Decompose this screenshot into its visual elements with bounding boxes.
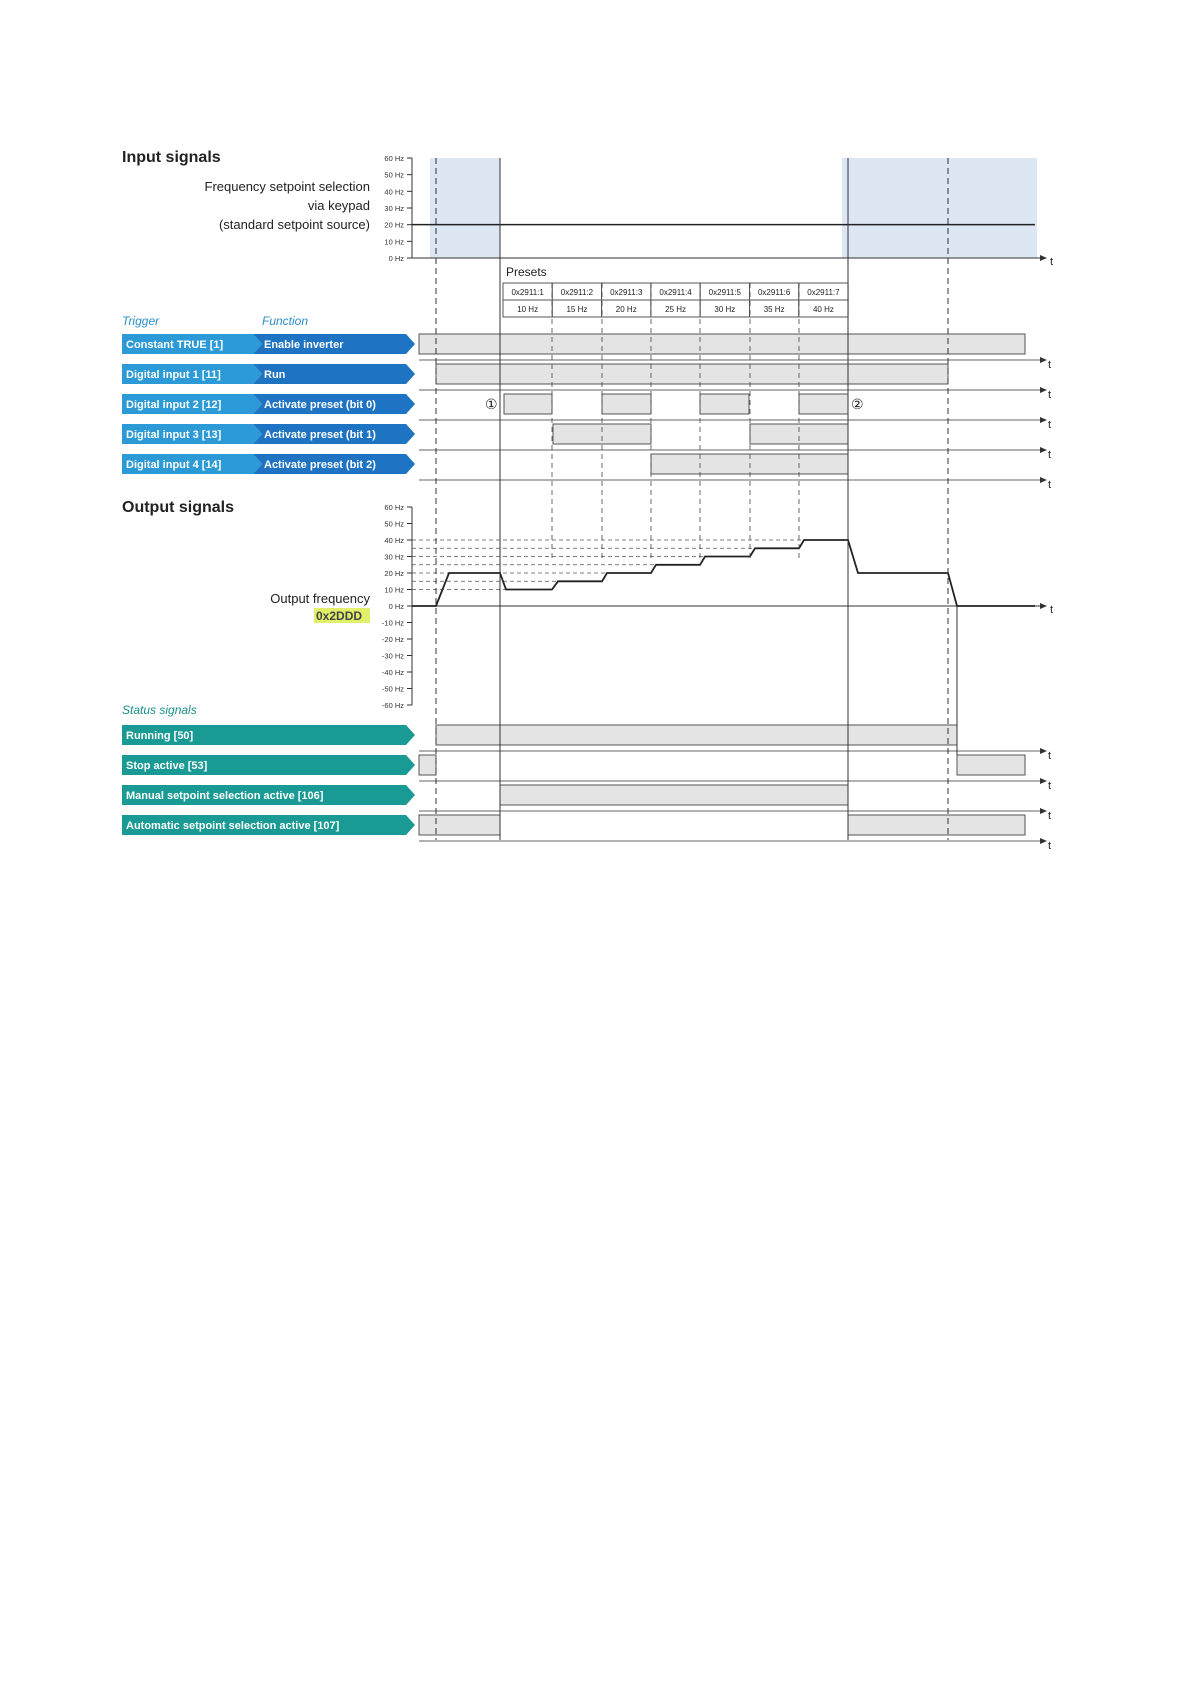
freq-tick-label: 0 Hz [388, 254, 404, 263]
freq-tick-label: 60 Hz [384, 154, 404, 163]
automatic-setpoint-signal-1 [419, 815, 500, 835]
preset-param: 0x2911:1 [511, 288, 544, 297]
enable-inverter-signal [419, 334, 1025, 354]
trigger-rows [122, 334, 415, 474]
preset-value: 10 Hz [517, 305, 539, 314]
arrow-icon [1040, 778, 1047, 784]
stop-active-signal-2 [957, 755, 1025, 775]
function-label: Activate preset (bit 0) [264, 399, 376, 411]
time-label: t [1048, 780, 1052, 792]
marker-1: ① [485, 396, 498, 412]
input-signals-title: Input signals [122, 149, 221, 166]
input-label-line2: via keypad [307, 198, 370, 213]
time-label: t [1048, 840, 1052, 852]
out-tick-label: -60 Hz [381, 701, 404, 710]
running-signal [436, 725, 957, 745]
status-label: Manual setpoint selection active [106] [126, 790, 324, 802]
out-tick-label: 20 Hz [384, 569, 404, 578]
preset-param: 0x2911:5 [708, 288, 742, 297]
preset-value: 30 Hz [714, 305, 736, 314]
freq-tick-label: 30 Hz [384, 204, 404, 213]
trigger-signals [419, 334, 1025, 474]
shade-start [430, 158, 500, 258]
time-label: t [1050, 256, 1054, 268]
function-label: Activate preset (bit 2) [264, 459, 376, 471]
out-tick-label: -10 Hz [381, 618, 404, 628]
presets-label: Presets [506, 265, 547, 279]
out-tick-label: 50 Hz [384, 519, 404, 529]
freq-tick-label: 40 Hz [384, 187, 404, 197]
status-heading: Status signals [122, 703, 197, 717]
out-tick-label: -50 Hz [381, 684, 404, 694]
out-tick-label: 10 Hz [384, 585, 404, 595]
preset-bit0-signal-4 [799, 394, 848, 414]
automatic-setpoint-signal-2 [848, 815, 1025, 835]
output-frequency-label: Output frequency [270, 591, 370, 606]
output-frequency-axis [382, 503, 1053, 710]
output-signals-title: Output signals [122, 499, 234, 516]
freq-tick-label: 50 Hz [384, 170, 404, 180]
time-label: t [1050, 604, 1054, 616]
trigger-label: Digital input 1 [11] [126, 369, 221, 381]
preset-value: 15 Hz [566, 305, 588, 314]
arrow-icon [1040, 808, 1047, 814]
trigger-heading: Trigger [122, 314, 160, 328]
stop-active-signal-1 [419, 755, 436, 775]
shade-end [842, 158, 1037, 258]
time-label: t [1048, 419, 1052, 431]
status-label: Automatic setpoint selection active [107] [126, 820, 340, 832]
preset-bit0-signal-2 [602, 394, 651, 414]
trigger-label: Digital input 4 [14] [126, 459, 222, 471]
time-label: t [1048, 750, 1052, 762]
preset-param: 0x2911:6 [757, 288, 791, 297]
arrow-icon [1040, 603, 1047, 609]
preset-value: 35 Hz [763, 305, 785, 314]
arrow-icon [1040, 748, 1047, 754]
arrow-icon [1040, 838, 1047, 844]
out-tick-label: -20 Hz [381, 635, 404, 644]
preset-value: 20 Hz [615, 305, 637, 314]
preset-bit2-signal [651, 454, 848, 474]
trigger-label: Digital input 3 [13] [126, 429, 222, 441]
preset-param: 0x2911:4 [659, 288, 692, 297]
preset-value: 25 Hz [665, 305, 687, 314]
time-label: t [1048, 479, 1052, 491]
preset-value: 40 Hz [812, 305, 834, 314]
input-label-line1: Frequency setpoint selection [204, 179, 370, 194]
shaded-regions [430, 158, 1037, 258]
preset-bit0-signal-3 [700, 394, 749, 414]
status-signals [419, 725, 1025, 835]
time-label: t [1048, 359, 1052, 371]
function-heading: Function [262, 314, 309, 328]
input-label-line3: (standard setpoint source) [218, 217, 370, 232]
arrow-icon [1040, 255, 1047, 261]
freq-tick-label: 20 Hz [384, 220, 404, 230]
out-tick-label: -40 Hz [381, 668, 404, 677]
out-tick-label: -30 Hz [381, 651, 404, 661]
trigger-label: Digital input 2 [12] [126, 399, 222, 411]
arrow-icon [1040, 357, 1047, 363]
function-label: Enable inverter [264, 339, 344, 351]
preset-param: 0x2911:2 [560, 288, 594, 297]
out-tick-label: 30 Hz [384, 552, 404, 562]
presets-table [503, 283, 848, 317]
output-code: 0x2DDD [316, 609, 363, 623]
preset-param: 0x2911:7 [807, 288, 840, 297]
function-label: Activate preset (bit 1) [264, 429, 376, 441]
marker-2: ② [851, 396, 864, 412]
out-tick-label: 60 Hz [384, 503, 404, 512]
status-label: Stop active [53] [126, 760, 208, 772]
trigger-label: Constant TRUE [1] [126, 339, 224, 351]
arrow-icon [1040, 447, 1047, 453]
manual-setpoint-signal [500, 785, 848, 805]
status-label: Running [50] [126, 730, 194, 742]
arrow-icon [1040, 387, 1047, 393]
time-label: t [1048, 810, 1052, 822]
preset-bit0-signal-1 [504, 394, 552, 414]
out-tick-label: 40 Hz [384, 536, 404, 545]
freq-tick-label: 10 Hz [384, 237, 404, 247]
run-signal [436, 364, 948, 384]
time-label: t [1048, 389, 1052, 401]
arrow-icon [1040, 477, 1047, 483]
arrow-icon [1040, 417, 1047, 423]
out-tick-label: 0 Hz [388, 602, 404, 611]
function-label: Run [264, 369, 286, 381]
preset-param: 0x2911:3 [610, 288, 643, 297]
status-rows [122, 725, 415, 835]
time-label: t [1048, 449, 1052, 461]
